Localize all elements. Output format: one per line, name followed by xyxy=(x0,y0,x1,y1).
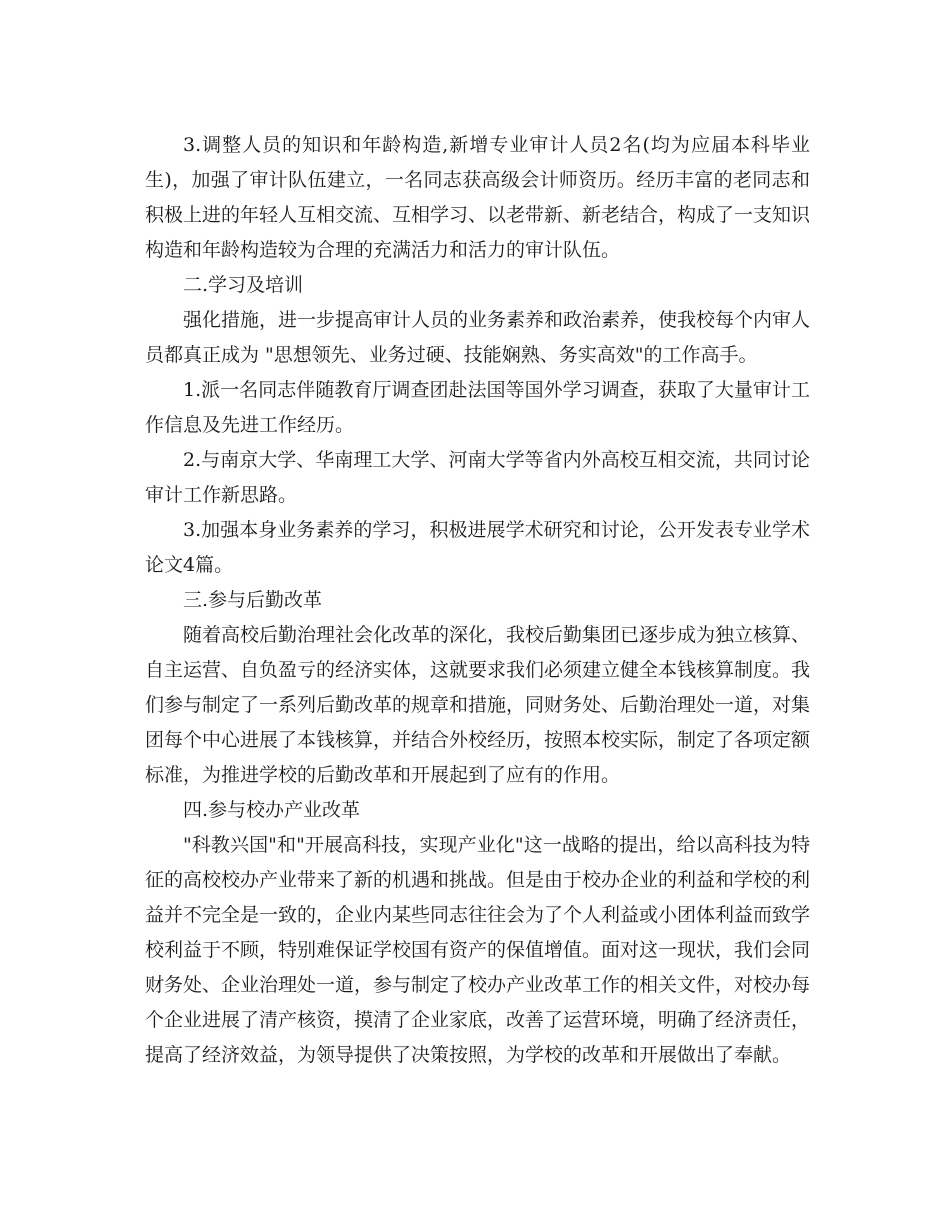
paragraph-industry-reform: "科教兴国"和"开展高科技，实现产业化"这一战略的提出，给以高科技为特征的高校校办产业带来了新的机遇和挑战。但是由于校办企业的利益和学校的利益并不完全是一致的，企业内某些同志往往会为了个人利益或小团体利益而致学校利益于不顾，特别难保证学校国有资产的保值增值。面对这一现状，我们会同财务处、企业治理处一道，参与制定了校办产业改革工作的相关文件，对校办每个企业进展了清产核资，摸清了企业家底，改善了运营环境，明确了经济责任，提高了经济效益，为领导提供了决策按照，为学校的改革和开展做出了奉献。 xyxy=(145,834,811,1066)
section-heading-logistics-reform: 三.参与后勤改革 xyxy=(183,589,323,611)
paragraph-strengthen-measures: 强化措施，进一步提高审计人员的业务素养和政治素养，使我校每个内审人员都真正成为 "思想领先、业务过硬、技能娴熟、务实高效"的工作高手。 xyxy=(145,309,811,366)
paragraph-logistics-reform: 随着高校后勤治理社会化改革的深化，我校后勤集团已逐步成为独立核算、自主运营、自负盈亏的经济实体，这就要求我们必须建立健全本钱核算制度。我们参与制定了一系列后勤改革的规章和措施，同财务处、后勤治理处一道，对集团每个中心进展了本钱核算，并结合外校经历，按照本校实际，制定了各项定额标准，为推进学校的后勤改革和开展起到了应有的作用。 xyxy=(145,624,811,786)
paragraph-staff-structure: 3.调整人员的知识和年龄构造,新增专业审计人员2名(均为应届本科毕业生)，加强了审计队伍建立，一名同志获高级会计师资历。经历丰富的老同志和积极上进的年轻人互相交流、互相学习、以老带新、新老结合，构成了一支知识构造和年龄构造较为合理的充满活力和活力的审计队伍。 xyxy=(145,134,811,261)
section-heading-industry-reform: 四.参与校办产业改革 xyxy=(183,799,361,821)
paragraph-academic-research: 3.加强本身业务素养的学习，积极进展学术研究和讨论，公开发表专业学术论文4篇。 xyxy=(145,519,810,576)
paragraph-university-exchange: 2.与南京大学、华南理工大学、河南大学等省内外高校互相交流，共同讨论审计工作新思路。 xyxy=(145,449,810,506)
paragraph-study-abroad: 1.派一名同志伴随教育厅调查团赴法国等国外学习调查，获取了大量审计工作信息及先进工作经历。 xyxy=(145,379,810,436)
section-heading-study-training: 二.学习及培训 xyxy=(183,274,304,296)
document-body xyxy=(145,128,810,1073)
